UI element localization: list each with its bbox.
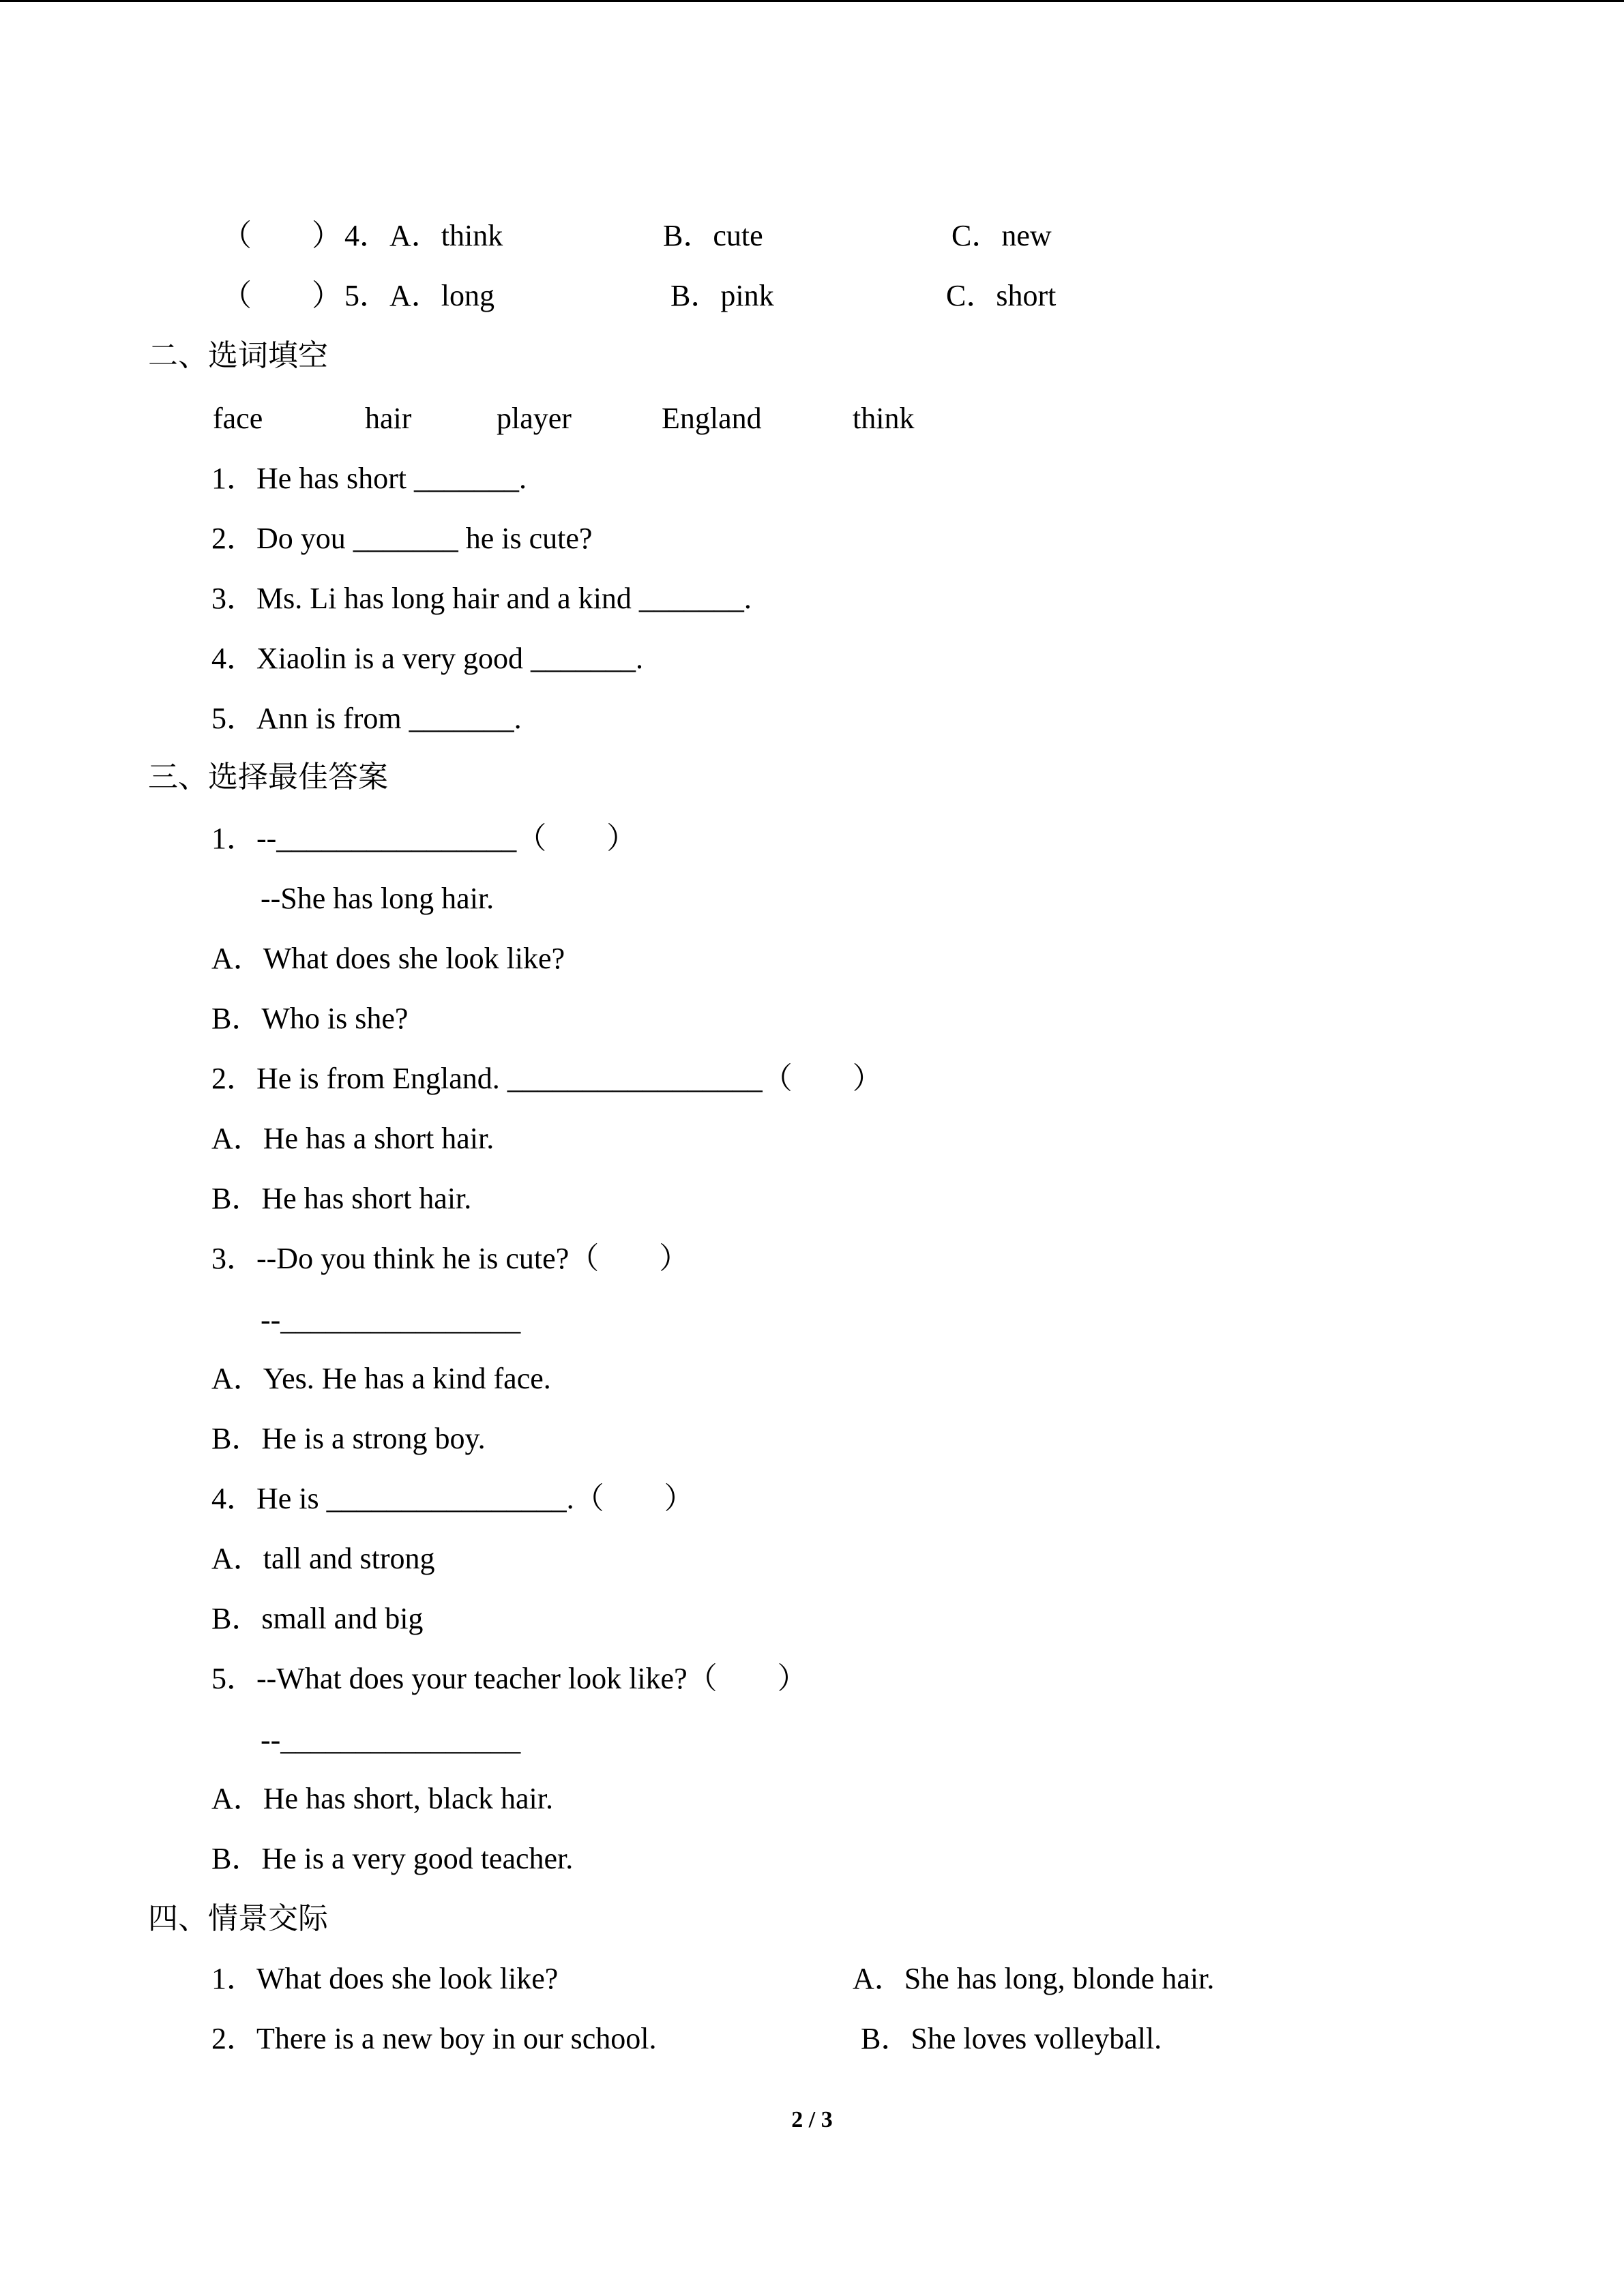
word-bank-item: face: [213, 402, 263, 435]
option-line: A．He has short, black hair.: [211, 1782, 553, 1815]
option-line: B．Who is she?: [211, 1002, 409, 1035]
question-line: 4．He is ________________.（ ）: [211, 1482, 694, 1515]
option-line: B．He is a very good teacher.: [211, 1842, 574, 1875]
option-line: A．He has a short hair.: [211, 1122, 494, 1155]
dialogue-response: A．She has long, blonde hair.: [853, 1962, 1215, 1995]
question-line: 1．--________________（ ）: [211, 822, 637, 855]
question-4-option-a: 4．A．think: [344, 219, 503, 252]
dialogue-prompt: 1．What does she look like?: [211, 1962, 559, 1995]
fill-blank-item: 2．Do you _______ he is cute?: [211, 522, 593, 555]
question-5-option-a: 5．A．long: [344, 279, 494, 312]
section4-heading: 四、情景交际: [148, 1902, 328, 1935]
answer-paren: （ ）: [222, 219, 342, 252]
question-line: --She has long hair.: [261, 882, 494, 915]
dialogue-response: B．She loves volleyball.: [861, 2022, 1162, 2055]
question-4-option-b: B．cute: [663, 219, 763, 252]
dialogue-prompt: 2．There is a new boy in our school.: [211, 2022, 657, 2055]
question-5-option-c: C．short: [946, 279, 1057, 312]
word-bank-item: hair: [365, 402, 412, 435]
fill-blank-item: 3．Ms. Li has long hair and a kind _______.: [211, 582, 752, 615]
page-number: 2 / 3: [791, 2107, 833, 2132]
question-line: 3．--Do you think he is cute?（ ）: [211, 1242, 690, 1275]
fill-blank-item: 4．Xiaolin is a very good _______.: [211, 642, 644, 675]
option-line: A．tall and strong: [211, 1542, 435, 1575]
top-border: [0, 0, 1624, 2]
question-line: 2．He is from England. _________________（ ）: [211, 1062, 883, 1095]
fill-blank-item: 5．Ann is from _______.: [211, 702, 522, 735]
word-bank-item: think: [853, 402, 915, 435]
section3-heading: 三、选择最佳答案: [148, 760, 388, 794]
question-4-option-c: C．new: [951, 219, 1052, 252]
option-line: A．What does she look like?: [211, 942, 565, 975]
question-line: --________________: [261, 1303, 521, 1337]
section2-heading: 二、选词填空: [148, 339, 328, 372]
word-bank-item: England: [662, 402, 762, 435]
option-line: B．small and big: [211, 1602, 424, 1635]
option-line: A．Yes. He has a kind face.: [211, 1362, 551, 1395]
option-line: B．He is a strong boy.: [211, 1422, 486, 1455]
question-5-option-b: B．pink: [670, 279, 774, 312]
question-line: 5．--What does your teacher look like?（ ）: [211, 1662, 808, 1695]
answer-paren: （ ）: [222, 279, 342, 312]
option-line: B．He has short hair.: [211, 1182, 472, 1215]
question-line: --________________: [261, 1723, 521, 1757]
word-bank-item: player: [497, 402, 572, 435]
fill-blank-item: 1．He has short _______.: [211, 462, 527, 495]
